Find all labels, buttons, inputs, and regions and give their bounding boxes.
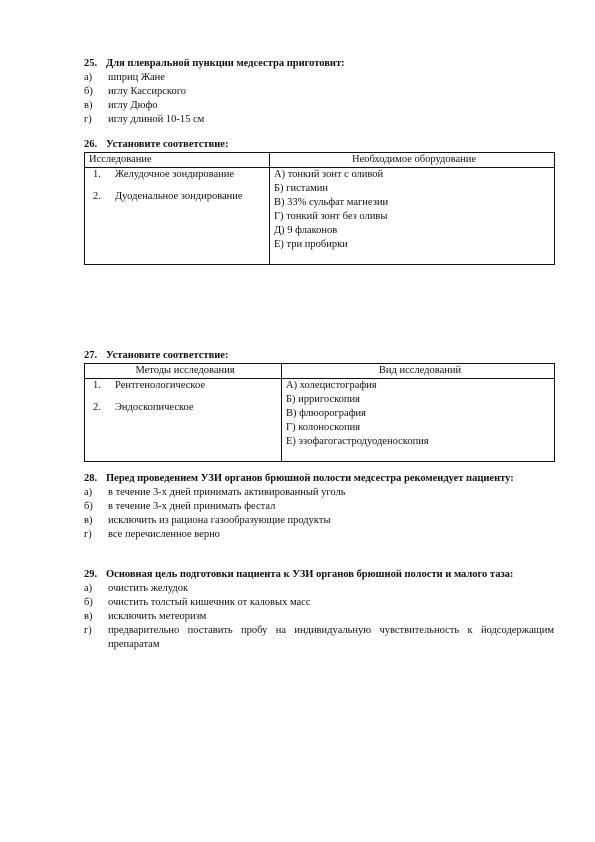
left-column	[85, 379, 282, 462]
item-text: Рентгенологическое	[115, 380, 206, 391]
question-title	[84, 138, 554, 152]
question-number: 25.	[84, 58, 98, 69]
option	[84, 582, 554, 596]
option-letter: в)	[84, 100, 93, 111]
option-text: иглу длиной 10-15 см	[108, 114, 205, 125]
option	[84, 71, 554, 85]
option	[84, 624, 554, 652]
question-26	[84, 138, 554, 152]
question-text: Установите соответствие:	[106, 139, 229, 150]
question-number: 27.	[84, 350, 98, 361]
list-item	[89, 190, 269, 204]
option	[84, 610, 554, 624]
option	[84, 528, 554, 542]
column-header: Методы исследования	[85, 364, 282, 379]
option-text: шприц Жане	[108, 72, 165, 83]
option	[84, 113, 554, 127]
list-item: Е) три пробирки	[274, 239, 348, 250]
list-item: В) флюорография	[286, 408, 366, 419]
question-number: 26.	[84, 139, 98, 150]
option-text: очистить желудок	[108, 583, 189, 594]
item-number: 2.	[93, 402, 101, 413]
list-item	[89, 379, 281, 393]
list-item: Г) колоноскопия	[286, 422, 361, 433]
option-letter: б)	[84, 86, 93, 97]
option-text: иглу Дюфо	[108, 100, 158, 111]
option-letter: в)	[84, 611, 93, 622]
option	[84, 486, 554, 500]
option-letter: г)	[84, 529, 92, 540]
question-25	[84, 57, 554, 127]
option-text: все перечисленное верно	[108, 529, 220, 540]
option-text: исключить метеоризм	[108, 611, 207, 622]
item-text: Эндоскопическое	[115, 402, 194, 413]
option-text: исключить из рациона газообразующие продукты	[108, 515, 331, 526]
question-text: Для плевральной пункции медсестра приготовит:	[106, 58, 345, 69]
item-number: 2.	[93, 191, 101, 202]
item-number: 1.	[93, 380, 101, 391]
option	[84, 596, 554, 610]
option-text: предварительно поставить пробу на индивидуальную чувствительность к йодсодержащим препаратам	[108, 625, 554, 650]
list-item: А) тонкий зонт с оливой	[274, 169, 384, 180]
item-text: Желудочное зондирование	[115, 169, 235, 180]
column-header: Исследование	[85, 153, 270, 168]
column-header: Вид исследований	[282, 364, 555, 379]
question-27	[84, 349, 554, 363]
list-item: Г) тонкий зонт без оливы	[274, 211, 388, 222]
question-29	[84, 568, 554, 652]
question-text: Перед проведением УЗИ органов брюшной полости медсестра рекомендует пациенту:	[106, 473, 514, 484]
question-title	[84, 57, 554, 71]
list-item	[89, 401, 281, 415]
list-item	[89, 168, 269, 182]
option-letter: б)	[84, 501, 93, 512]
option	[84, 514, 554, 528]
option-letter: г)	[84, 114, 92, 125]
question-28	[84, 472, 554, 542]
option-letter: а)	[84, 72, 93, 83]
option-text: в течение 3-х дней принимать фестал	[108, 501, 276, 512]
list-item: Д) 9 флаконов	[274, 225, 338, 236]
option-letter: г)	[84, 625, 92, 636]
item-text: Дуоденальное зондирование	[115, 191, 243, 202]
question-text: Основная цель подготовки пациента к УЗИ органов брюшной полости и малого таза:	[106, 569, 514, 580]
question-text: Установите соответствие:	[106, 350, 229, 361]
option	[84, 99, 554, 113]
option-text: в течение 3-х дней принимать активированный уголь	[108, 487, 346, 498]
question-number: 29.	[84, 569, 98, 580]
option-text: иглу Кассирского	[108, 86, 186, 97]
right-column	[282, 379, 555, 462]
option	[84, 85, 554, 99]
list-item: Б) ирригоскопия	[286, 394, 360, 405]
right-column	[270, 168, 555, 265]
list-item: В) 33% сульфат магнезии	[274, 197, 389, 208]
matching-table-27	[84, 363, 555, 462]
option-letter: а)	[84, 583, 93, 594]
question-title	[84, 349, 554, 363]
option-letter: в)	[84, 515, 93, 526]
column-header: Необходимое оборудование	[270, 153, 555, 168]
option-letter: а)	[84, 487, 93, 498]
question-title	[84, 568, 554, 582]
matching-table-26	[84, 152, 555, 265]
list-item: Б) гистамин	[274, 183, 328, 194]
question-number: 28.	[84, 473, 98, 484]
option	[84, 500, 554, 514]
list-item: А) холецистография	[286, 380, 377, 391]
option-letter: б)	[84, 597, 93, 608]
question-title	[84, 472, 554, 486]
left-column	[85, 168, 270, 265]
option-text: очистить толстый кишечник от каловых масс	[108, 597, 311, 608]
list-item: Е) эзофагогастродуоденоскопия	[286, 436, 429, 447]
item-number: 1.	[93, 169, 101, 180]
